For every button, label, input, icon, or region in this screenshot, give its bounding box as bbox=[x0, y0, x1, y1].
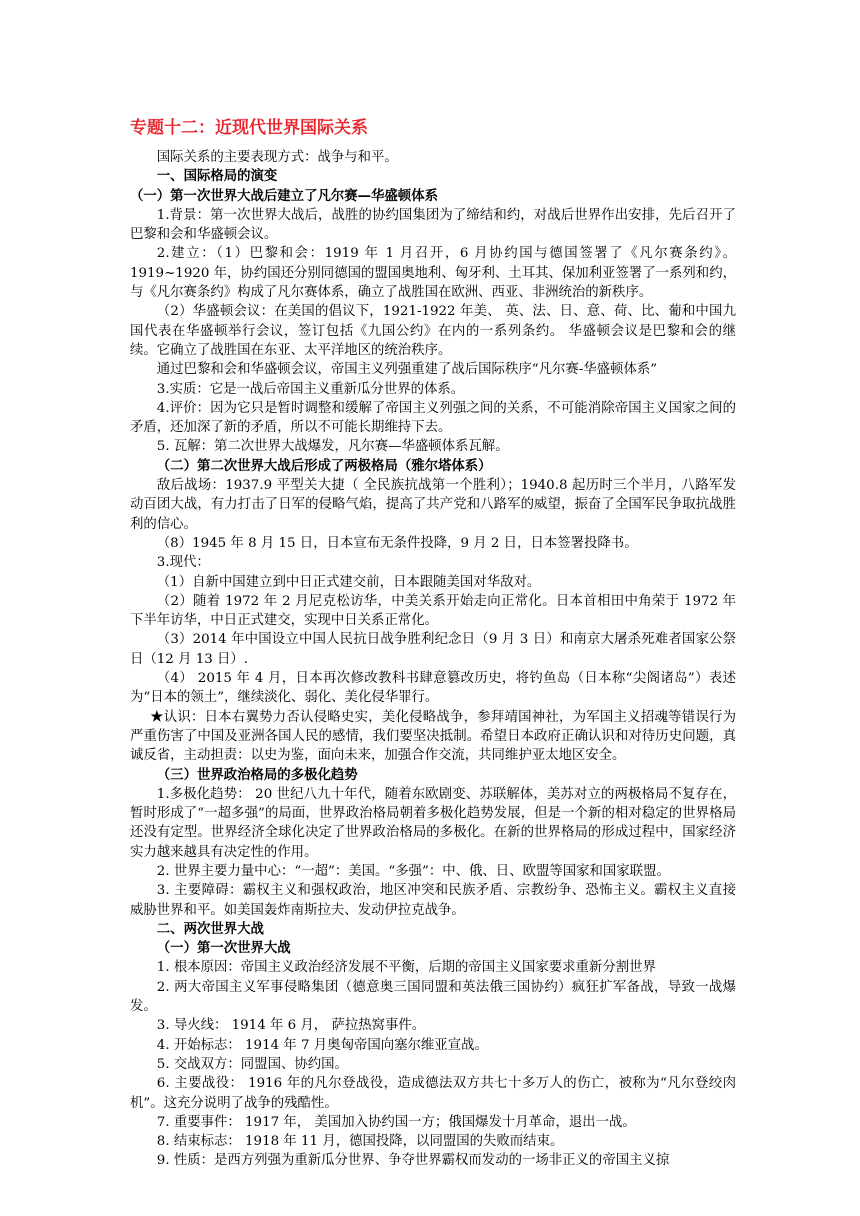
document-title: 专题十二：近现代世界国际关系 bbox=[130, 118, 368, 138]
paragraph: 9. 性质：是西方列强为重新瓜分世界、争夺世界霸权而发动的一场非正义的帝国主义掠 bbox=[156, 1153, 670, 1169]
paragraph: （8）1945 年 8 月 15 日，日本宣布无条件投降，9 月 2 日，日本签署投降书。 bbox=[156, 535, 638, 551]
paragraph: 敌后战场：1937.9 平型关大捷（ 全民族抗战第一个胜利）；1940.8 起历时三个半月，八路军发动百团大战，有力打击了日军的侵略气焰，提高了共产党和八路军的威望，振奋了全国军民争取抗战胜利的信心。 bbox=[130, 478, 736, 532]
section-heading: 一、国际格局的演变 bbox=[156, 169, 278, 185]
paragraph: （2）随着 1972 年 2 月尼克松访华，中美关系开始走向正常化。日本首相田中角荣于 1972 年下半年访华，中日正式建交，实现中日关系正常化。 bbox=[130, 593, 736, 629]
section-heading: （一）第一次世界大战 bbox=[156, 941, 291, 957]
paragraph: 7. 重要事件： 1917 年， 美国加入协约国一方；俄国爆发十月革命，退出一战。 bbox=[156, 1114, 636, 1130]
section-heading: （三）世界政治格局的多极化趋势 bbox=[156, 767, 358, 783]
paragraph: 5. 瓦解：第二次世界大战爆发，凡尔赛—华盛顿体系瓦解。 bbox=[156, 439, 509, 455]
paragraph: 3.实质：它是一战后帝国主义重新瓜分世界的体系。 bbox=[156, 381, 465, 397]
paragraph: （2）华盛顿会议：在美国的倡议下，1921-1922 年美、 英、法、日、意、荷、比、葡和中国九国代表在华盛顿举行会议，签订包括《九国公约》在内的一系列条约。 华盛顿会议是巴黎和会的继续。它确立了战胜国在东亚、太平洋地区的统治秩序。 bbox=[130, 304, 736, 358]
paragraph: 1.多极化趋势： 20 世纪八九十年代，随着东欧剧变、苏联解体，美苏对立的两极格局不复存在，暂时形成了“一超多强”的局面，世界政治格局朝着多极化趋势发展，但是一个新的相对稳定的世界格局还没有定型。世界经济全球化决定了世界政治格局的多极化。在新的世界格局的形成过程中，国家经济实力越来越具有决定性的作用。 bbox=[130, 786, 736, 860]
document-body bbox=[130, 148, 736, 1171]
paragraph: 4. 开始标志： 1914 年 7 月奥匈帝国向塞尔维亚宣战。 bbox=[156, 1037, 488, 1053]
section-heading: （一）第一次世界大战后建立了凡尔赛—华盛顿体系 bbox=[130, 188, 438, 204]
paragraph: （1）自新中国建立到中日正式建交前，日本跟随美国对华敌对。 bbox=[156, 574, 541, 590]
paragraph: 4.评价：因为它只是暂时调整和缓解了帝国主义列强之间的关系，不可能消除帝国主义国家之间的矛盾，还加深了新的矛盾，所以不可能长期维持下去。 bbox=[130, 400, 736, 436]
paragraph: 8. 结束标志： 1918 年 11 月，德国投降，以同盟国的失败而结束。 bbox=[156, 1134, 564, 1150]
paragraph: 6. 主要战役： 1916 年的凡尔登战役，造成德法双方共七十多万人的伤亡，被称为“凡尔登绞肉机”。这充分说明了战争的残酷性。 bbox=[130, 1076, 736, 1111]
paragraph: 5. 交战双方：同盟国、协约国。 bbox=[156, 1056, 348, 1072]
paragraph: ★认识：日本右翼势力否认侵略史实，美化侵略战争，参拜靖国神社，为军国主义招魂等错误行为严重伤害了中国及亚洲各国人民的感情，我们要坚决抵制。希望日本政府正确认识和对待历史问题，真诚反省，主动担责：以史为鉴，面向未来，加强合作交流，共同维护亚太地区安全。 bbox=[130, 709, 736, 764]
paragraph: 3. 导火线： 1914 年 6 月， 萨拉热窝事件。 bbox=[156, 1018, 426, 1034]
paragraph: 1.背景：第一次世界大战后，战胜的协约国集团为了缔结和约，对战后世界作出安排，先后召开了巴黎和会和华盛顿会议。 bbox=[130, 207, 736, 243]
section-heading: （二）第二次世界大战后形成了两极格局（雅尔塔体系） bbox=[156, 458, 492, 474]
paragraph: 2. 两大帝国主义军事侵略集团（德意奥三国同盟和英法俄三国协约）疯狂扩军备战，导致一战爆发。 bbox=[130, 979, 736, 1015]
section-heading: 二、两次世界大战 bbox=[156, 921, 264, 937]
paragraph: 2. 世界主要力量中心：“一超”：美国。“多强”：中、俄、日、欧盟等国家和国家联盟。 bbox=[156, 863, 670, 879]
paragraph: 1. 根本原因：帝国主义政治经济发展不平衡，后期的帝国主义国家要求重新分割世界 bbox=[156, 960, 656, 976]
paragraph: （4） 2015 年 4 月，日本再次修改教科书肆意篡改历史，将钓鱼岛（日本称“尖阁诸岛”）表述为“日本的领土”，继续淡化、弱化、美化侵华罪行。 bbox=[130, 671, 736, 706]
paragraph: 通过巴黎和会和华盛顿会议，帝国主义列强重建了战后国际秩序“凡尔赛-华盛顿体系” bbox=[156, 362, 658, 378]
paragraph: （3）2014 年中国设立中国人民抗日战争胜利纪念日（9 月 3 日）和南京大屠杀死难者国家公祭日（12 月 13 日）. bbox=[130, 632, 736, 667]
paragraph: 2.建立：（1）巴黎和会：1919 年 1 月召开，6 月协约国与德国签署了《凡尔赛条约》。1919~1920 年，协约国还分别同德国的盟国奥地利、匈牙利、土耳其、保加利亚签署了一系列和约，与《凡尔赛条约》构成了凡尔赛体系，确立了战胜国在欧洲、西亚、非洲统治的新秩序。 bbox=[130, 246, 736, 301]
document-page bbox=[130, 116, 736, 1171]
paragraph: 国际关系的主要表现方式：战争与和平。 bbox=[156, 150, 398, 165]
paragraph: 3. 主要障碍：霸权主义和强权政治，地区冲突和民族矛盾、宗教纷争、恐怖主义。霸权主义直接威胁世界和平。如美国轰炸南斯拉夫、发动伊拉克战争。 bbox=[130, 883, 736, 918]
paragraph: 3.现代： bbox=[156, 555, 210, 571]
